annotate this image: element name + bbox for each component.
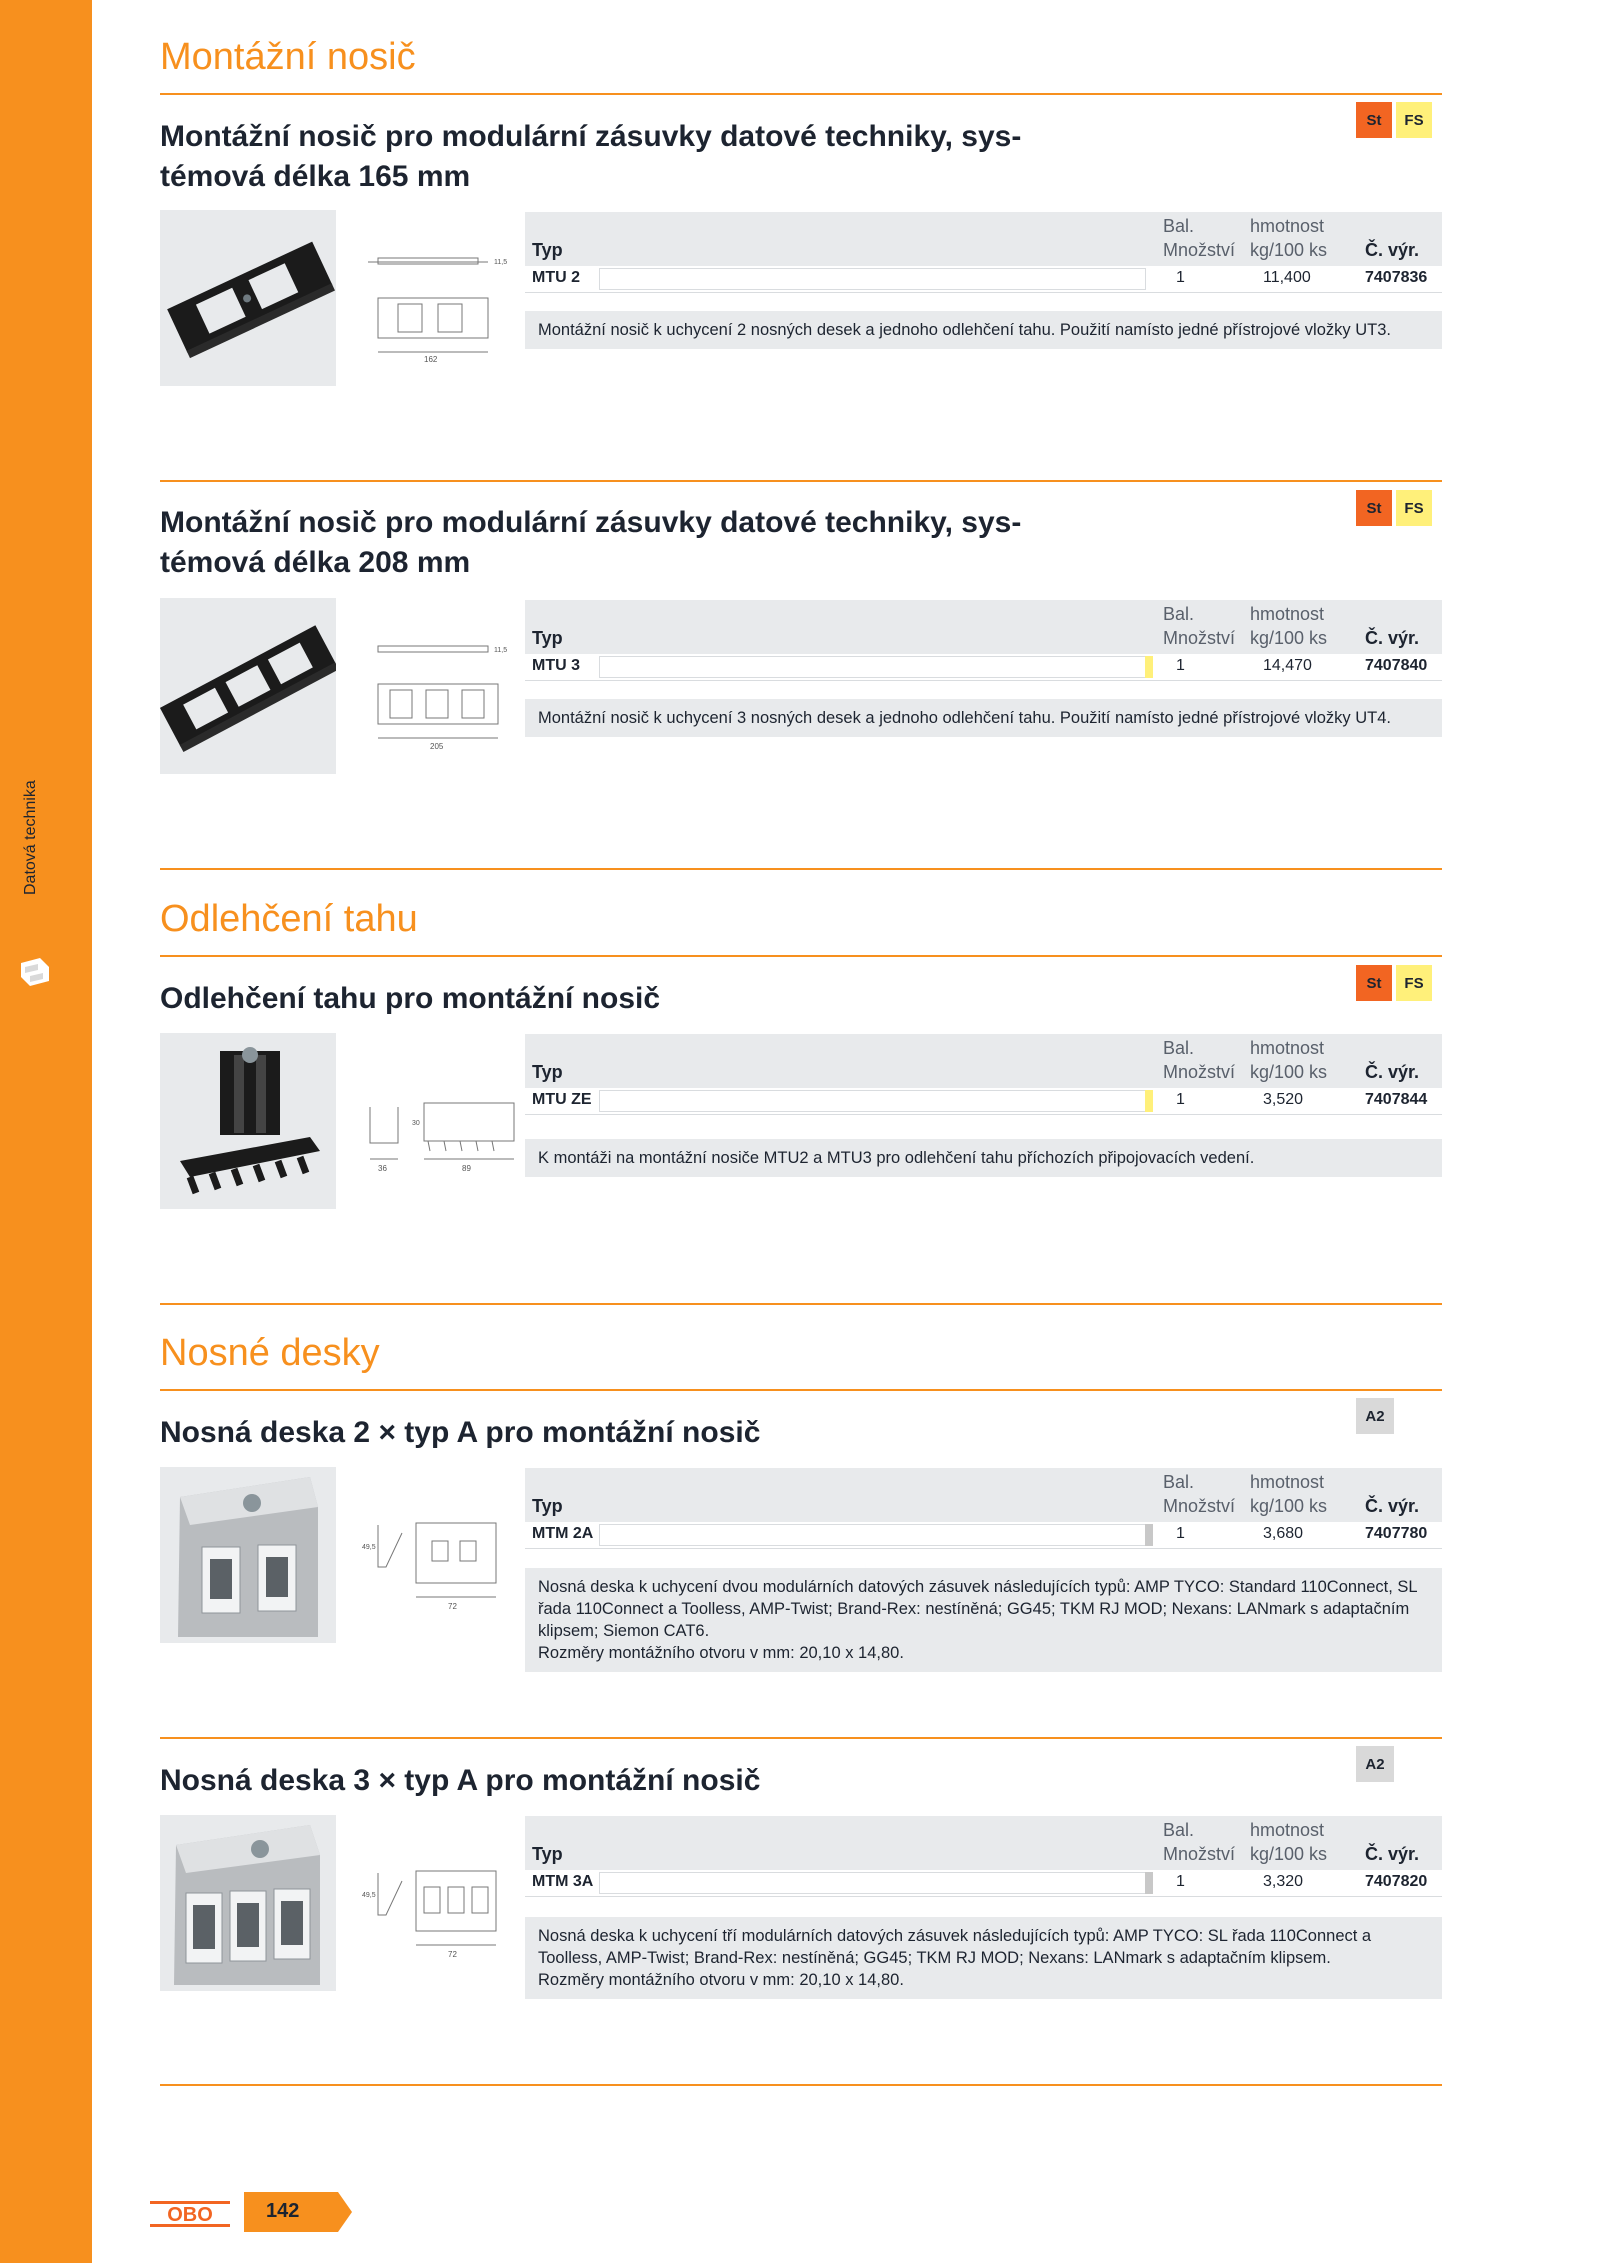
availability-marker	[1145, 656, 1153, 678]
section-title-support-plates: Nosné desky	[160, 1332, 380, 1374]
divider	[160, 2084, 1442, 2086]
socket-icon	[18, 955, 52, 989]
section-title-mounting-carrier: Montážní nosič	[160, 36, 416, 78]
dim-height-label: 49,5	[362, 1892, 376, 1899]
product-photo	[160, 1467, 336, 1643]
type-cell: MTM 2A	[532, 1525, 594, 1542]
technical-drawing	[358, 1845, 518, 1975]
dim-width-label: 162	[424, 355, 438, 364]
dim-height-label: 30	[412, 1120, 420, 1127]
type-cell: MTM 3A	[532, 1873, 594, 1890]
type-cell: MTU 2	[532, 269, 580, 286]
product-photo	[160, 1815, 336, 1991]
divider	[160, 955, 1442, 957]
dim-width-label: 72	[448, 1950, 457, 1959]
badge-st: St	[1356, 490, 1392, 526]
table-row[interactable]	[525, 1088, 1442, 1115]
dim-height-label: 49,5	[362, 1544, 376, 1551]
dim-height-label: 11,5	[494, 647, 508, 654]
obo-logo	[150, 2197, 230, 2231]
divider	[160, 868, 1442, 870]
product-title: Nosná deska 2 × typ A pro montážní nosič	[160, 1416, 761, 1449]
table-header: Bal. hmotnost Typ Množství kg/100 ks Č. výr.	[525, 212, 1442, 266]
quantity-cell: 1	[1176, 269, 1185, 286]
technical-drawing	[358, 1497, 518, 1627]
dim-width-label: 89	[462, 1164, 471, 1173]
article-number-cell: 7407780	[1365, 1525, 1428, 1542]
divider	[160, 480, 1442, 482]
availability-marker	[1145, 1090, 1153, 1112]
badge-fs: FS	[1396, 102, 1432, 138]
table-row[interactable]	[525, 654, 1442, 681]
material-badges	[1356, 1398, 1394, 1434]
svg-text:OBO: OBO	[167, 2204, 213, 2226]
product-table	[525, 212, 1442, 293]
dim-depth-label: 36	[378, 1164, 387, 1173]
table-row[interactable]	[525, 1522, 1442, 1549]
article-number-cell: 7407844	[1365, 1091, 1428, 1108]
table-row[interactable]	[525, 266, 1442, 293]
article-number-cell: 7407820	[1365, 1873, 1428, 1890]
table-header: Bal. hmotnost Typ Množství kg/100 ks Č. výr.	[525, 1816, 1442, 1870]
divider	[160, 1737, 1442, 1739]
product-table	[525, 600, 1442, 681]
product-description: Montážní nosič k uchycení 2 nosných desek a jednoho odlehčení tahu. Použití namísto jedné přístrojové vložky UT3.	[525, 311, 1442, 349]
material-badges	[1356, 490, 1432, 526]
badge-st: St	[1356, 102, 1392, 138]
product-description: Nosná deska k uchycení tří modulárních datových zásuvek následujících typů: AMP TYCO: SL řada 110Connect a Toolless, AMP-Twist; Brand-Rex: nestíněná; GG45; TKM RJ MOD; Nexans: LANmark s adaptačním klipsem. Rozměry montážního otvoru v mm: 20,10 x 14,80.	[525, 1917, 1442, 1999]
product-title: Nosná deska 3 × typ A pro montážní nosič	[160, 1764, 761, 1797]
table-header: Bal. hmotnost Typ Množství kg/100 ks Č. výr.	[525, 1468, 1442, 1522]
article-number-cell: 7407840	[1365, 657, 1428, 674]
material-badges	[1356, 102, 1432, 138]
table-row[interactable]	[525, 1870, 1442, 1897]
availability-marker	[1145, 1872, 1153, 1894]
product-table	[525, 1468, 1442, 1549]
section-title-strain-relief: Odlehčení tahu	[160, 898, 418, 940]
weight-cell: 3,320	[1263, 1873, 1304, 1890]
product-title: Montážní nosič pro modulární zásuvky datové techniky, sys- témová délka 208 mm	[160, 506, 1022, 579]
product-photo	[160, 210, 336, 386]
badge-a2: A2	[1356, 1398, 1394, 1434]
quantity-cell: 1	[1176, 1873, 1185, 1890]
quantity-cell: 1	[1176, 1091, 1185, 1108]
divider	[160, 1389, 1442, 1391]
product-table	[525, 1034, 1442, 1115]
quantity-cell: 1	[1176, 657, 1185, 674]
product-photo	[160, 598, 336, 774]
weight-cell: 3,680	[1263, 1525, 1304, 1542]
product-description: Montážní nosič k uchycení 3 nosných desek a jednoho odlehčení tahu. Použití namísto jedné přístrojové vložky UT4.	[525, 699, 1442, 737]
weight-cell: 3,520	[1263, 1091, 1304, 1108]
divider	[160, 1303, 1442, 1305]
availability-marker	[1145, 1524, 1153, 1546]
badge-st: St	[1356, 965, 1392, 1001]
table-header: Bal. hmotnost Typ Množství kg/100 ks Č. výr.	[525, 1034, 1442, 1088]
table-header: Bal. hmotnost Typ Množství kg/100 ks Č. výr.	[525, 600, 1442, 654]
product-photo	[160, 1033, 336, 1209]
badge-fs: FS	[1396, 490, 1432, 526]
technical-drawing	[358, 240, 518, 370]
quantity-cell: 1	[1176, 1525, 1185, 1542]
badge-fs: FS	[1396, 965, 1432, 1001]
sidebar	[0, 0, 92, 2263]
technical-drawing	[358, 628, 518, 758]
page-number: 142	[244, 2192, 352, 2232]
weight-cell: 14,470	[1263, 657, 1312, 674]
divider	[160, 93, 1442, 95]
dim-height-label: 11,5	[494, 259, 508, 266]
dim-width-label: 205	[430, 742, 444, 751]
product-description: Nosná deska k uchycení dvou modulárních datových zásuvek následujících typů: AMP TYCO: Standard 110Connect, SL řada 110Connect a Toolless, AMP-Twist; Brand-Rex: nestíněná; GG45; TKM RJ MOD; Nexans: LANmark s adaptačním klipsem; Siemon CAT6. Rozměry montážního otvoru v mm: 20,10 x 14,80.	[525, 1568, 1442, 1672]
badge-a2: A2	[1356, 1746, 1394, 1782]
material-badges	[1356, 965, 1432, 1001]
weight-cell: 11,400	[1263, 269, 1311, 286]
product-table	[525, 1816, 1442, 1897]
type-cell: MTU ZE	[532, 1091, 592, 1108]
product-title: Montážní nosič pro modulární zásuvky datové techniky, sys- témová délka 165 mm	[160, 120, 1022, 193]
type-cell: MTU 3	[532, 657, 580, 674]
sidebar-category-label: Datová technika	[22, 780, 39, 895]
article-number-cell: 7407836	[1365, 269, 1428, 286]
product-description: K montáži na montážní nosiče MTU2 a MTU3 pro odlehčení tahu příchozích připojovacích vedení.	[525, 1139, 1442, 1177]
technical-drawing	[358, 1063, 518, 1193]
dim-width-label: 72	[448, 1602, 457, 1611]
material-badges	[1356, 1746, 1394, 1782]
product-title: Odlehčení tahu pro montážní nosič	[160, 982, 661, 1015]
